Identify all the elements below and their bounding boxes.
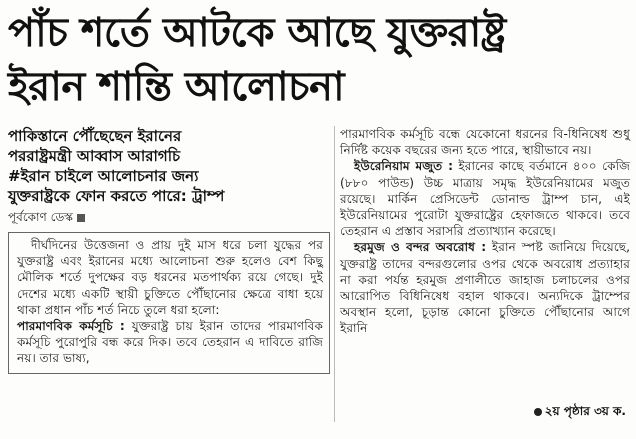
dateline-text: পূর্বকোণ ডেস্ক: [8, 210, 73, 224]
hormuz-label: হরমুজ ও বন্দর অবরোধ :: [354, 240, 487, 255]
subhead-line-4: যুক্তরাষ্ট্রকে ফোন করতে পারে: ট্রাম্প: [8, 187, 225, 205]
left-column: [8, 126, 330, 374]
subhead-block: [8, 126, 330, 206]
square-icon: [77, 214, 85, 222]
subhead-line-3: #ইরান চাইলে আলোচনার জন্য: [8, 167, 199, 185]
subhead-line-1: পাকিস্তানে পৌঁছেছেন ইরানের: [8, 127, 182, 145]
dateline: [8, 208, 330, 226]
bullet-icon: [534, 408, 542, 416]
headline-line-1: পাঁচ শর্তে আটকে আছে যুক্তরাষ্ট্র: [8, 10, 506, 56]
nuclear-paragraph: [17, 318, 323, 367]
continued-text: ২য় পৃষ্ঠার ৩য় ক.: [544, 404, 626, 418]
article-body-box: [8, 232, 330, 374]
hormuz-text: ইরান স্পষ্ট জানিয়ে দিয়েছে, যুক্তরাষ্ট্র তাদের বন্দরগুলোর ওপর থেকে অবরোধ প্রত্যাহার না করা পর্যন্ত হরমুজ প্রণালীতে জাহাজ চলাচলের ওপর আরোপিত বিধিনিষেধ বহাল থাকবে। অন্যদিকে ট্রাম্পের অবস্থান হলো, চূড়ান্ত কোনো চুক্তিতে পৌঁছানোর আগে ইরানি: [340, 240, 630, 336]
nuclear-continued-paragraph: পারমাণবিক কর্মসূচি বন্ধে যেকোনো ধরনের বি-ধিনিষেধ শুধু নির্দিষ্ট কয়েক বছরের জন্য হতে পারে, স্থায়ীভাবে নয়।: [340, 127, 630, 158]
column-divider: [334, 126, 335, 422]
continued-marker: [534, 403, 626, 423]
nuclear-text: যুক্তরাষ্ট্র চায় ইরান তাদের পারমাণবিক কর্মসূচি পুরোপুরি বন্ধ করে দিক। তবে তেহরান এ দাবিতে রাজি নয়। তার ভাষ্য,: [17, 319, 323, 366]
uranium-label: ইউরেনিয়াম মজুত :: [354, 159, 453, 174]
uranium-text: ইরানের কাছে বর্তমানে ৪০০ কেজি (৮৮০ পাউন্ড) উচ্চ মাত্রায় সমৃদ্ধ ইউরেনিয়ামের মজুত রয়েছে। মার্কিন প্রেসিডেন্ট ডোনাল্ড ট্রাম্প চান, এই ইউরেনিয়ামের পুরোটা যুক্তরাষ্ট্রের হেফাজতে থাকবে। তবে তেহরান এ প্রস্তাব সরাসরি প্রত্যাখ্যান করেছে।: [340, 159, 630, 239]
uranium-paragraph: [340, 158, 630, 239]
right-column: [340, 126, 630, 337]
hormuz-paragraph: [340, 239, 630, 336]
headline-line-2: ইরান শান্তি আলোচনা: [8, 64, 345, 110]
subhead-line-2: পররাষ্ট্রমন্ত্রী আব্বাস আরাগচি: [8, 147, 181, 165]
intro-paragraph: দীর্ঘদিনের উত্তেজনা ও প্রায় দুই মাস ধরে চলা যুদ্ধের পর যুক্তরাষ্ট্র এবং ইরানের মধ্যে আলোচনা শুরু হলেও বেশ কিছু মৌলিক শর্তে দুপক্ষের বড় ধরনের মতপার্থক্য রয়ে গেছে। দুই দেশের মধ্যে একটি স্থায়ী চুক্তিতে পৌঁছানোর ক্ষেত্রে বাধা হয়ে থাকা প্রধান পাঁচ শর্ত নিচে তুলে ধরা হলো:: [17, 238, 323, 317]
headline: [8, 6, 628, 114]
nuclear-label: পারমাণবিক কর্মসূচি :: [17, 319, 125, 334]
